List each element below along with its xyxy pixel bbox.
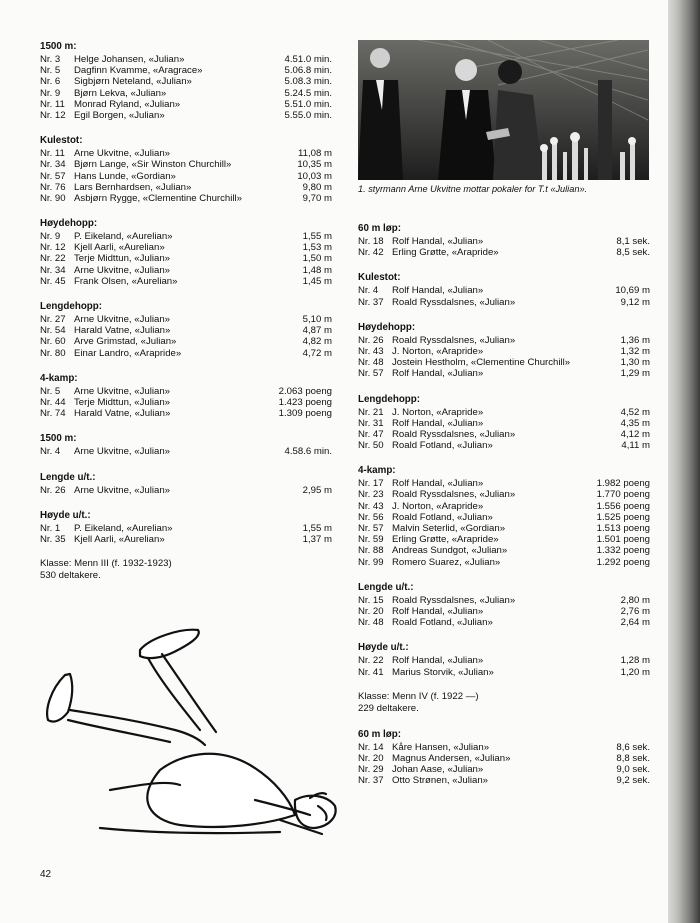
start-number: Nr. 41 xyxy=(358,666,384,678)
event-heading: 4-kamp: xyxy=(358,465,396,477)
result-value: 8,5 sek. xyxy=(616,247,650,259)
result-row xyxy=(358,606,650,617)
start-number: Nr. 99 xyxy=(358,556,384,568)
result-row xyxy=(358,478,650,489)
athlete-name: Frank Olsen, «Aurelian» xyxy=(74,275,178,287)
result-row xyxy=(40,348,332,359)
athlete-name: Rolf Handal, «Julian» xyxy=(392,368,484,380)
results-section xyxy=(358,641,650,677)
athlete-name: Kjell Aarli, «Aurelian» xyxy=(74,533,165,545)
result-row xyxy=(40,99,332,110)
start-number: Nr. 4 xyxy=(40,446,61,458)
result-value: 1.332 poeng xyxy=(596,545,650,557)
start-number: Nr. 44 xyxy=(40,396,66,408)
athlete-name: Egil Borgen, «Julian» xyxy=(74,109,165,121)
result-row xyxy=(40,76,332,87)
start-number: Nr. 54 xyxy=(40,325,66,337)
start-number: Nr. 34 xyxy=(40,159,66,171)
start-number: Nr. 76 xyxy=(40,181,66,193)
start-number: Nr. 37 xyxy=(358,775,384,787)
start-number: Nr. 43 xyxy=(358,345,384,357)
result-row xyxy=(40,386,332,397)
athlete-name: Rolf Handal, «Julian» xyxy=(392,605,484,617)
athlete-name: Einar Landro, «Arapride» xyxy=(74,347,182,359)
result-row xyxy=(40,408,332,419)
result-value: 1,37 m xyxy=(302,533,332,545)
result-value: 1,50 m xyxy=(302,253,332,265)
result-value: 2,80 m xyxy=(620,594,650,606)
right-results xyxy=(358,222,650,678)
athlete-name: Kåre Hansen, «Julian» xyxy=(392,741,490,753)
athlete-name: Magnus Andersen, «Julian» xyxy=(392,752,511,764)
result-row xyxy=(40,193,332,204)
result-value: 2,95 m xyxy=(302,484,332,496)
start-number: Nr. 1 xyxy=(40,522,61,534)
event-heading: Lengde u/t.: xyxy=(358,581,414,593)
result-row xyxy=(358,764,650,775)
result-row xyxy=(40,88,332,99)
result-value: 1.292 poeng xyxy=(596,556,650,568)
start-number: Nr. 34 xyxy=(40,264,66,276)
athlete-name: Arne Ukvitne, «Julian» xyxy=(74,264,170,276)
result-value: 1,20 m xyxy=(620,666,650,678)
result-row xyxy=(358,545,650,556)
results-section xyxy=(358,222,650,258)
start-number: Nr. 48 xyxy=(358,617,384,629)
start-number: Nr. 11 xyxy=(40,98,65,110)
athlete-name: Erling Grøtte, «Arapride» xyxy=(392,247,499,259)
athlete-name: Sigbjørn Neteland, «Julian» xyxy=(74,76,192,88)
start-number: Nr. 22 xyxy=(358,655,384,667)
athlete-name: Arne Ukvitne, «Julian» xyxy=(74,385,170,397)
start-number: Nr. 31 xyxy=(358,417,384,429)
event-heading: Lengde u/t.: xyxy=(40,471,96,483)
result-value: 9,0 sek. xyxy=(616,764,650,776)
event-heading: Høydehopp: xyxy=(358,321,416,333)
athlete-name: Arne Ukvitne, «Julian» xyxy=(74,446,170,458)
result-row xyxy=(358,247,650,258)
result-value: 2,64 m xyxy=(620,617,650,629)
result-value: 1,28 m xyxy=(620,655,650,667)
results-section xyxy=(40,509,332,545)
result-value: 10,03 m xyxy=(297,170,332,182)
athlete-name: Monrad Ryland, «Julian» xyxy=(74,98,181,110)
start-number: Nr. 43 xyxy=(358,500,384,512)
start-number: Nr. 57 xyxy=(358,523,384,534)
start-number: Nr. 88 xyxy=(358,545,384,557)
athlete-name: Roald Ryssdalsnes, «Julian» xyxy=(392,594,516,606)
result-value: 9,12 m xyxy=(620,296,650,308)
result-row xyxy=(358,236,650,247)
result-row xyxy=(358,775,650,786)
result-value: 1,53 m xyxy=(302,242,332,254)
results-section xyxy=(358,393,650,452)
start-number: Nr. 12 xyxy=(40,109,66,121)
athlete-name: Johan Aase, «Julian» xyxy=(392,764,484,776)
event-heading: Høydehopp: xyxy=(40,218,98,230)
start-number: Nr. 37 xyxy=(358,296,384,308)
result-row xyxy=(358,523,650,534)
result-value: 5.06.8 min. xyxy=(284,65,332,77)
results-section xyxy=(40,300,332,359)
start-number: Nr. 47 xyxy=(358,428,384,440)
athlete-name: Arne Ukvitne, «Julian» xyxy=(74,148,170,160)
athlete-name: Roald Ryssdalsnes, «Julian» xyxy=(392,489,516,501)
result-value: 5.24.5 min. xyxy=(284,87,332,99)
result-row xyxy=(40,325,332,336)
athlete-name: Romero Suarez, «Julian» xyxy=(392,556,501,568)
result-value: 10,69 m xyxy=(615,285,650,297)
result-value: 1.501 poeng xyxy=(596,534,650,546)
athlete-name: Rolf Handal, «Julian» xyxy=(392,236,484,247)
athlete-name: Harald Vatne, «Julian» xyxy=(74,325,171,337)
award-photo-image xyxy=(358,40,649,180)
result-value: 8,6 sek. xyxy=(616,741,650,753)
event-heading: Kulestot: xyxy=(358,272,401,284)
result-value: 1,29 m xyxy=(620,368,650,380)
start-number: Nr. 11 xyxy=(40,148,65,160)
class-note: Klasse: Menn IV (f. 1922 —) xyxy=(358,690,479,702)
result-value: 4,72 m xyxy=(302,347,332,359)
athlete-name: Erling Grøtte, «Arapride» xyxy=(392,534,499,546)
result-value: 1,48 m xyxy=(302,264,332,276)
right-column xyxy=(358,222,650,786)
athlete-name: Arve Grimstad, «Julian» xyxy=(74,336,177,348)
start-number: Nr. 20 xyxy=(358,752,384,764)
event-heading: Lengdehopp: xyxy=(40,301,103,312)
event-heading: Kulestot: xyxy=(40,135,83,147)
result-value: 1.525 poeng xyxy=(596,511,650,523)
athlete-name: Otto Strønen, «Julian» xyxy=(392,775,488,787)
event-heading: Høyde u/t.: xyxy=(358,642,409,654)
result-row xyxy=(358,501,650,512)
result-row xyxy=(358,489,650,500)
result-value: 4,82 m xyxy=(302,336,332,348)
athlete-name: P. Eikeland, «Aurelian» xyxy=(74,522,173,534)
result-value: 8,1 sek. xyxy=(616,236,650,247)
result-value: 1.556 poeng xyxy=(596,500,650,512)
athlete-name: Asbjørn Rygge, «Clementine Churchill» xyxy=(74,192,242,204)
result-value: 8,8 sek. xyxy=(616,752,650,764)
start-number: Nr. 5 xyxy=(40,65,61,77)
start-number: Nr. 20 xyxy=(358,605,384,617)
start-number: Nr. 35 xyxy=(40,533,66,545)
result-value: 1.982 poeng xyxy=(596,478,650,490)
event-heading: 1500 m: xyxy=(40,433,77,445)
result-row xyxy=(358,285,650,296)
results-section xyxy=(40,372,332,420)
athlete-name: Rolf Handal, «Julian» xyxy=(392,478,484,490)
event-heading: Høyde u/t.: xyxy=(40,509,91,521)
page-number: 42 xyxy=(40,869,52,880)
result-value: 1,45 m xyxy=(302,275,332,287)
result-row xyxy=(358,742,650,753)
result-value: 9,2 sek. xyxy=(616,775,650,787)
result-row xyxy=(358,335,650,346)
athlete-name: Harald Vatne, «Julian» xyxy=(74,408,171,420)
results-section xyxy=(40,432,332,457)
start-number: Nr. 57 xyxy=(358,368,384,380)
athlete-name: Rolf Handal, «Julian» xyxy=(392,417,484,429)
binding-shadow xyxy=(668,0,700,923)
result-value: 4.58.6 min. xyxy=(284,446,332,458)
start-number: Nr. 15 xyxy=(358,594,384,606)
result-value: 5.55.0 min. xyxy=(284,109,332,121)
results-section xyxy=(40,134,332,204)
start-number: Nr. 23 xyxy=(358,489,384,501)
start-number: Nr. 56 xyxy=(358,511,384,523)
athlete-name: J. Norton, «Arapride» xyxy=(392,406,484,418)
athlete-name: Rolf Handal, «Julian» xyxy=(392,655,484,667)
results-section xyxy=(358,321,650,380)
left-column xyxy=(40,40,332,582)
start-number: Nr. 26 xyxy=(358,334,384,346)
athlete-name: Bjørn Lange, «Sir Winston Churchill» xyxy=(74,159,232,171)
result-row xyxy=(358,557,650,568)
athlete-name: Roald Ryssdalsnes, «Julian» xyxy=(392,334,516,346)
result-value: 4.51.0 min. xyxy=(284,54,332,65)
start-number: Nr. 90 xyxy=(40,192,66,204)
result-row xyxy=(40,265,332,276)
class-note: Klasse: Menn III (f. 1932-1923) xyxy=(40,558,172,570)
athlete-name: Andreas Sundgot, «Julian» xyxy=(392,545,508,557)
result-row xyxy=(40,485,332,496)
start-number: Nr. 3 xyxy=(40,54,61,65)
start-number: Nr. 22 xyxy=(40,253,66,265)
athlete-name: Dagfinn Kvamme, «Aragrace» xyxy=(74,65,203,77)
athlete-name: Marius Storvik, «Julian» xyxy=(392,666,494,678)
start-number: Nr. 5 xyxy=(40,385,61,397)
start-number: Nr. 14 xyxy=(358,741,384,753)
result-value: 11,08 m xyxy=(298,148,332,160)
result-row xyxy=(358,418,650,429)
event-heading: Lengdehopp: xyxy=(358,393,421,405)
result-row xyxy=(358,617,650,628)
result-value: 1.770 poeng xyxy=(596,489,650,501)
start-number: Nr. 80 xyxy=(40,347,66,359)
start-number: Nr. 9 xyxy=(40,87,61,99)
result-row xyxy=(40,242,332,253)
start-number: Nr. 60 xyxy=(40,336,66,348)
photo-caption: 1. styrmann Arne Ukvitne mottar pokaler for T.t «Julian». xyxy=(358,184,588,194)
result-row xyxy=(40,336,332,347)
event-heading: 60 m løp: xyxy=(358,223,402,234)
athlete-name: Roald Fotland, «Julian» xyxy=(392,440,493,452)
athlete-name: Terje Midttun, «Julian» xyxy=(74,396,170,408)
result-value: 2,76 m xyxy=(620,605,650,617)
athlete-name: Lars Bernhardsen, «Julian» xyxy=(74,181,192,193)
athlete-name: P. Eikeland, «Aurelian» xyxy=(74,231,173,243)
start-number: Nr. 26 xyxy=(40,484,66,496)
start-number: Nr. 9 xyxy=(40,231,61,243)
result-value: 2.063 poeng xyxy=(278,385,332,397)
result-row xyxy=(358,407,650,418)
result-row xyxy=(40,159,332,170)
results-section xyxy=(40,217,332,287)
participants-note: 229 deltakere. xyxy=(358,702,419,714)
result-value: 9,70 m xyxy=(302,192,332,204)
result-row xyxy=(40,54,332,65)
result-row xyxy=(358,429,650,440)
result-value: 4,11 m xyxy=(621,440,650,452)
result-row xyxy=(358,534,650,545)
athlete-name: Malvin Seterlid, «Gordian» xyxy=(392,523,506,534)
athlete-name: Roald Ryssdalsnes, «Julian» xyxy=(392,296,516,308)
fallen-athlete-cartoon xyxy=(40,620,350,840)
athlete-name: Roald Fotland, «Julian» xyxy=(392,617,493,629)
result-row xyxy=(40,253,332,264)
result-value: 1,30 m xyxy=(620,357,650,369)
final-results xyxy=(358,728,650,787)
event-heading: 1500 m: xyxy=(40,41,77,52)
athlete-name: Helge Johansen, «Julian» xyxy=(74,54,185,65)
result-value: 4,35 m xyxy=(620,417,650,429)
start-number: Nr. 45 xyxy=(40,275,66,287)
start-number: Nr. 4 xyxy=(358,285,379,297)
result-row xyxy=(358,357,650,368)
start-number: Nr. 42 xyxy=(358,247,384,259)
result-row xyxy=(40,65,332,76)
result-row xyxy=(358,753,650,764)
athlete-name: Jostein Hestholm, «Clementine Churchill» xyxy=(392,357,571,369)
start-number: Nr. 27 xyxy=(40,314,66,325)
result-row xyxy=(358,655,650,666)
result-row xyxy=(358,297,650,308)
event-heading: 4-kamp: xyxy=(40,372,78,384)
start-number: Nr. 74 xyxy=(40,408,66,420)
athlete-name: J. Norton, «Arapride» xyxy=(392,345,484,357)
start-number: Nr. 6 xyxy=(40,76,61,88)
athlete-name: Terje Midttun, «Julian» xyxy=(74,253,170,265)
athlete-name: Kjell Aarli, «Aurelian» xyxy=(74,242,165,254)
start-number: Nr. 50 xyxy=(358,440,384,452)
result-value: 1,55 m xyxy=(302,522,332,534)
result-row xyxy=(40,171,332,182)
athlete-name: Roald Fotland, «Julian» xyxy=(392,511,493,523)
athlete-name: J. Norton, «Arapride» xyxy=(392,500,484,512)
result-row xyxy=(40,148,332,159)
result-row xyxy=(358,368,650,379)
athlete-name: Roald Ryssdalsnes, «Julian» xyxy=(392,428,516,440)
start-number: Nr. 48 xyxy=(358,357,384,369)
result-row xyxy=(40,231,332,242)
result-row xyxy=(358,440,650,451)
result-value: 1.513 poeng xyxy=(596,523,650,534)
results-section xyxy=(40,471,332,496)
result-row xyxy=(358,346,650,357)
participants-note: 530 deltakere. xyxy=(40,570,101,582)
athlete-name: Rolf Handal, «Julian» xyxy=(392,285,484,297)
result-value: 1.309 poeng xyxy=(278,408,332,420)
result-row xyxy=(40,182,332,193)
athlete-name: Arne Ukvitne, «Julian» xyxy=(74,484,170,496)
results-section xyxy=(358,581,650,629)
result-row xyxy=(40,110,332,121)
result-row xyxy=(40,314,332,325)
athlete-name: Arne Ukvitne, «Julian» xyxy=(74,314,170,325)
result-row xyxy=(40,523,332,534)
result-value: 4,52 m xyxy=(620,406,650,418)
athlete-name: Bjørn Lekva, «Julian» xyxy=(74,87,167,99)
start-number: Nr. 18 xyxy=(358,236,384,247)
result-row xyxy=(40,276,332,287)
result-value: 1.423 poeng xyxy=(278,396,332,408)
result-value: 5.51.0 min. xyxy=(284,98,332,110)
result-value: 4,12 m xyxy=(620,428,650,440)
result-value: 5,10 m xyxy=(302,314,332,325)
start-number: Nr. 12 xyxy=(40,242,66,254)
left-results xyxy=(40,40,332,545)
result-row xyxy=(40,446,332,457)
result-value: 1,36 m xyxy=(620,334,650,346)
result-row xyxy=(358,667,650,678)
result-row xyxy=(40,397,332,408)
start-number: Nr. 57 xyxy=(40,170,66,182)
results-section xyxy=(358,464,650,568)
result-value: 10,35 m xyxy=(297,159,332,171)
result-value: 1,32 m xyxy=(620,345,650,357)
results-section xyxy=(358,271,650,307)
result-value: 4,87 m xyxy=(302,325,332,337)
result-row xyxy=(358,512,650,523)
start-number: Nr. 21 xyxy=(358,406,384,418)
result-value: 5.08.3 min. xyxy=(284,76,332,88)
start-number: Nr. 59 xyxy=(358,534,384,546)
athlete-name: Hans Lunde, «Gordian» xyxy=(74,170,176,182)
result-row xyxy=(40,534,332,545)
start-number: Nr. 29 xyxy=(358,764,384,776)
results-section xyxy=(40,40,332,121)
start-number: Nr. 17 xyxy=(358,478,384,490)
result-value: 9,80 m xyxy=(302,181,332,193)
award-photo xyxy=(358,40,649,180)
event-heading: 60 m løp: xyxy=(358,728,402,740)
result-row xyxy=(358,595,650,606)
result-value: 1,55 m xyxy=(302,231,332,243)
